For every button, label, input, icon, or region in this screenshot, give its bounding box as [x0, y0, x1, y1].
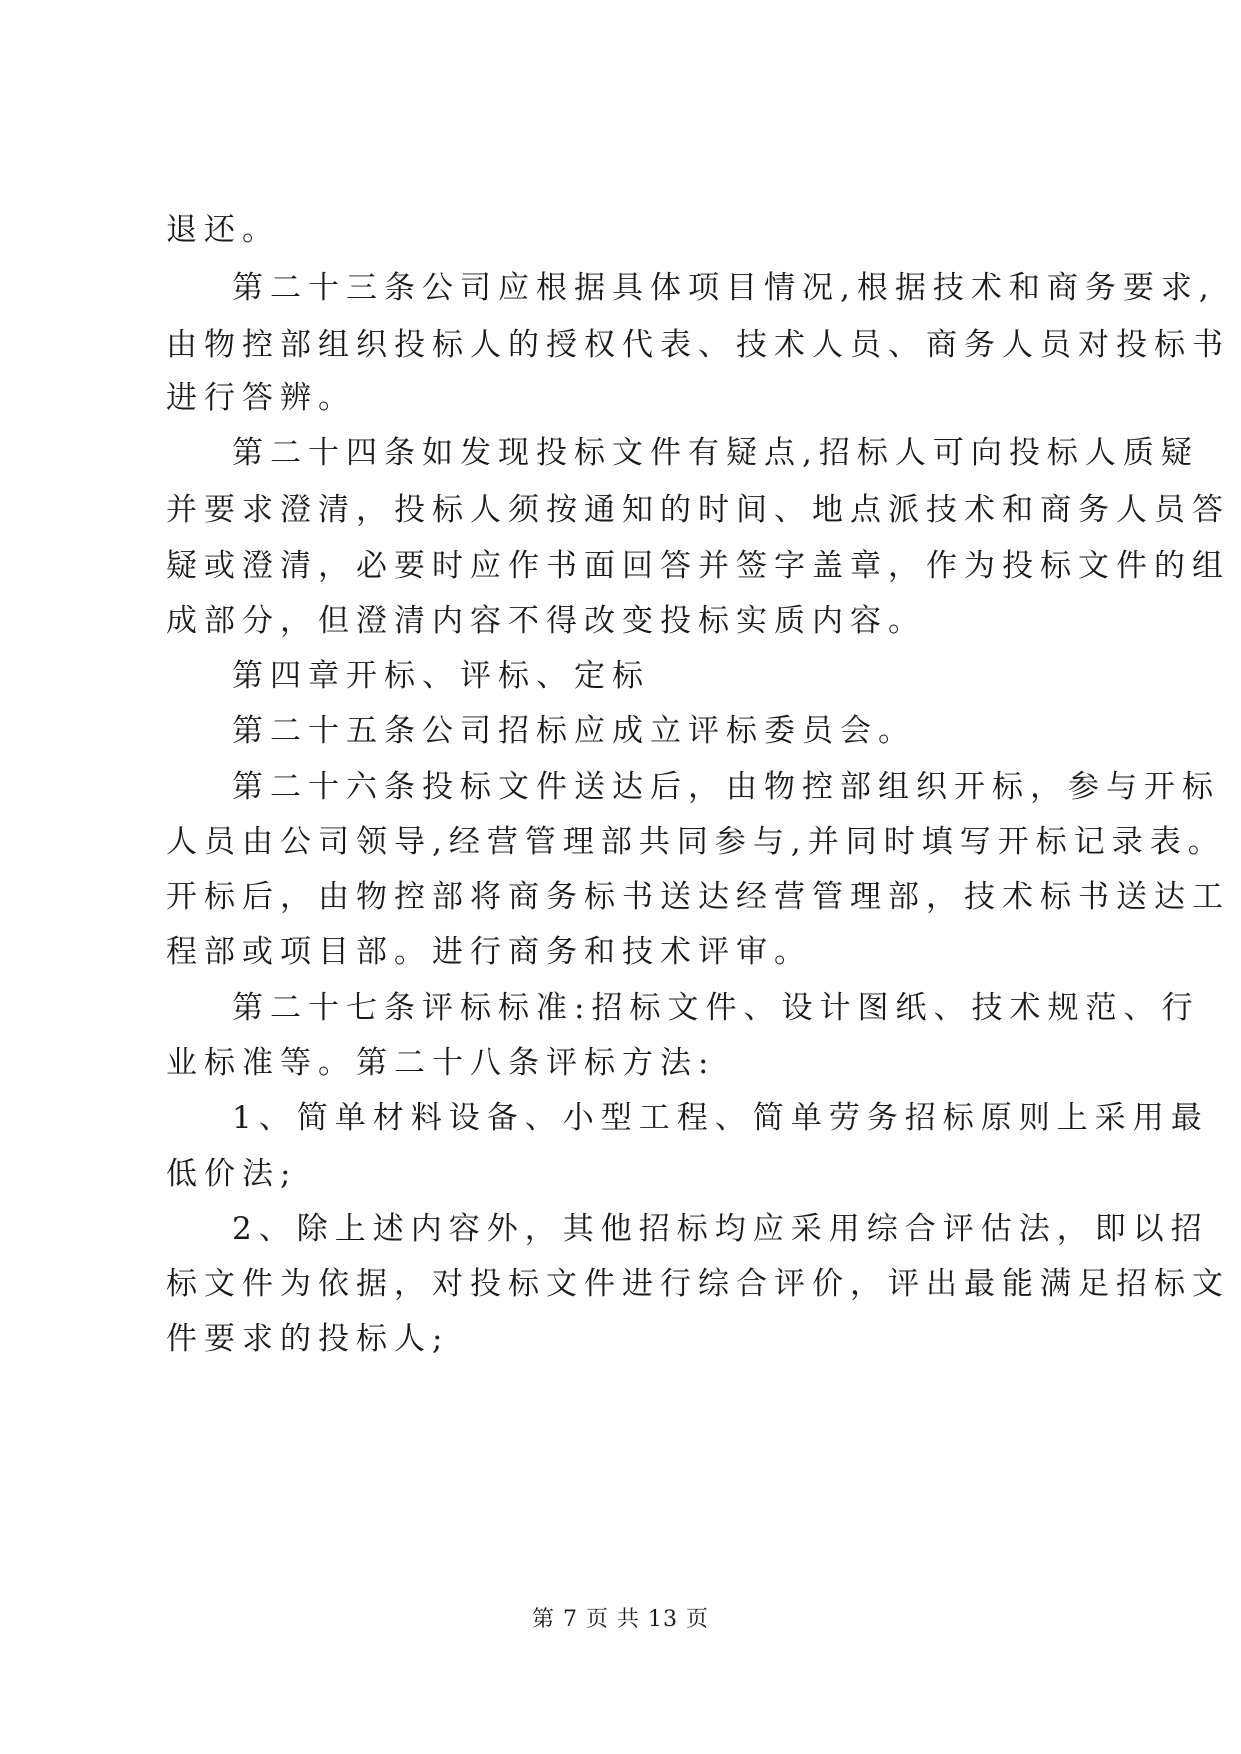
list-item-line: 2、除上述内容外，其他招标均应采用综合评估法，即以招: [232, 1211, 1209, 1247]
list-item-line: 标文件为依据，对投标文件进行综合评价，评出最能满足招标文: [166, 1266, 1230, 1302]
page-number-footer: 第 7 页 共 13 页: [532, 1607, 709, 1632]
paragraph-line: 第二十六条投标文件送达后，由物控部组织开标，参与开标: [232, 769, 1220, 805]
paragraph-line: 第二十五条公司招标应成立评标委员会。: [232, 713, 916, 749]
paragraph-line: 进行答辨。: [166, 380, 356, 416]
list-item-line: 件要求的投标人;: [166, 1321, 450, 1357]
paragraph-line: 由物控部组织投标人的授权代表、技术人员、商务人员对投标书: [166, 327, 1230, 363]
chapter-heading: 第四章开标、评标、定标: [232, 658, 650, 694]
paragraph-line: 程部或项目部。进行商务和技术评审。: [166, 934, 812, 970]
list-item-line: 低价法;: [166, 1156, 298, 1192]
paragraph-line: 成部分，但澄清内容不得改变投标实质内容。: [166, 603, 926, 639]
paragraph-line: 开标后，由物控部将商务标书送达经营管理部，技术标书送达工: [166, 879, 1230, 915]
paragraph-line: 人员由公司领导,经营管理部共同参与,并同时填写开标记录表。: [166, 824, 1226, 860]
paragraph-line: 第二十四条如发现投标文件有疑点,招标人可向投标人质疑: [232, 435, 1199, 471]
paragraph-line: 疑或澄清，必要时应作书面回答并签字盖章，作为投标文件的组: [166, 548, 1230, 584]
paragraph-line: 第二十三条公司应根据具体项目情况,根据技术和商务要求,: [232, 270, 1216, 306]
paragraph-line: 业标准等。第二十八条评标方法:: [166, 1045, 716, 1081]
paragraph-line: 并要求澄清，投标人须按通知的时间、地点派技术和商务人员答: [166, 492, 1230, 528]
paragraph-line: 第二十七条评标标准:招标文件、设计图纸、技术规范、行: [232, 990, 1200, 1026]
paragraph-line: 退还。: [166, 212, 280, 248]
list-item-line: 1、简单材料设备、小型工程、简单劳务招标原则上采用最: [232, 1100, 1209, 1136]
